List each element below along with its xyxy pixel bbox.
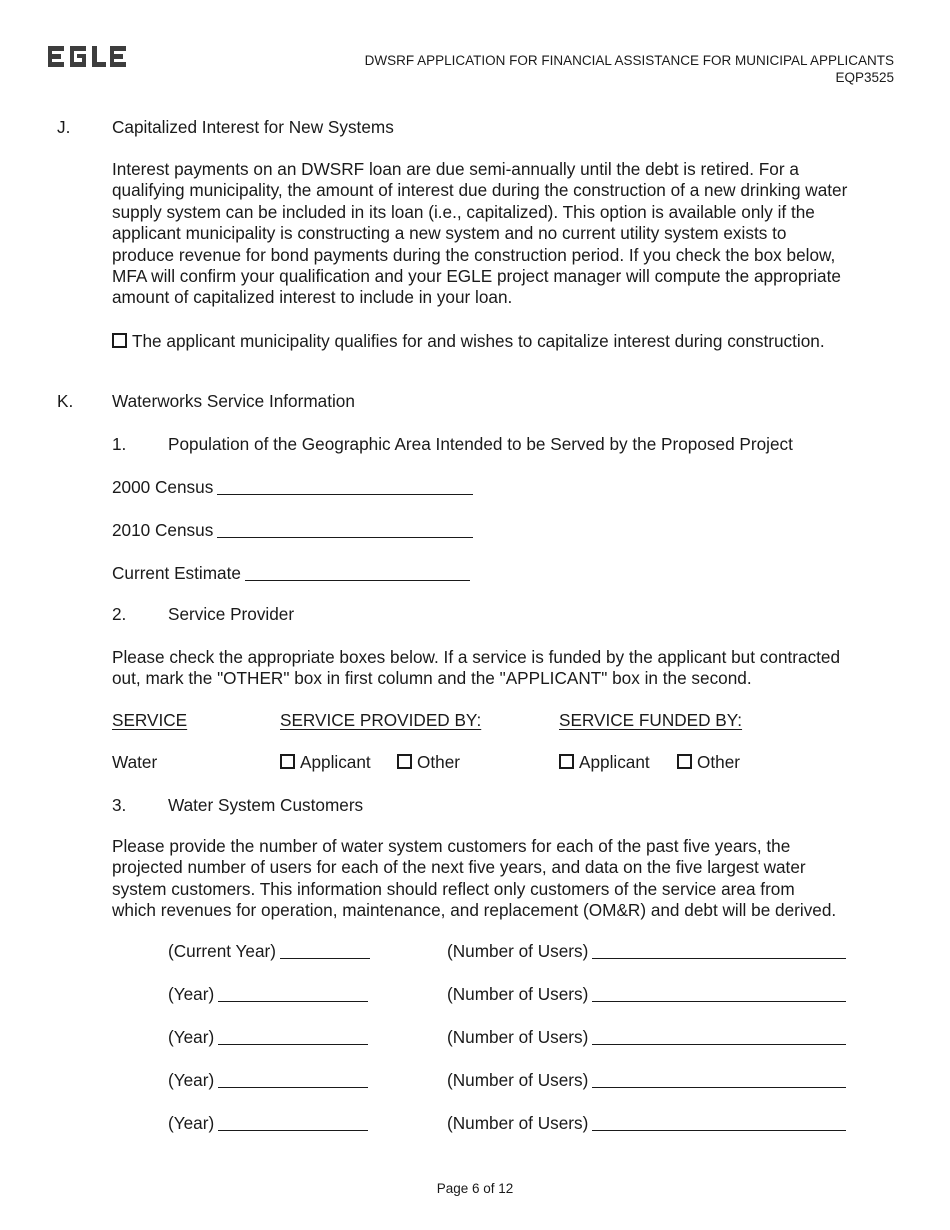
census-2000-row — [112, 477, 473, 499]
funded-by-applicant-checkbox[interactable] — [559, 754, 574, 769]
funded-by-applicant-label: Applicant — [579, 752, 650, 772]
users-field[interactable] — [592, 986, 846, 1002]
col-provided-by-header: SERVICE PROVIDED BY: — [280, 710, 482, 730]
year-label: (Year) — [168, 1027, 215, 1047]
paragraph-line: produce revenue for bond payments during the construction period. If you check the box below, — [112, 244, 836, 265]
provided-by-other-checkbox[interactable] — [397, 754, 412, 769]
paragraph-line: Interest payments on an DWSRF loan are due semi-annually until the debt is retired. For a — [112, 159, 799, 179]
customer-users-row — [447, 941, 846, 963]
customer-users-row — [447, 1027, 846, 1049]
paragraph-line: MFA will confirm your qualification and your EGLE project manager will compute the appropriate — [112, 266, 841, 287]
users-label: (Number of Users) — [447, 984, 589, 1004]
year-field[interactable] — [218, 986, 368, 1002]
item-2-number: 2. — [112, 604, 127, 624]
item-1-title: Population of the Geographic Area Intended to be Served by the Proposed Project — [168, 434, 793, 454]
capitalize-interest-checkbox[interactable] — [112, 333, 127, 348]
document-header — [365, 53, 894, 86]
provided-by-other-label: Other — [417, 752, 460, 772]
customer-users-row — [447, 1113, 846, 1135]
provided-by-applicant-label: Applicant — [300, 752, 371, 772]
section-j-paragraph — [112, 159, 912, 309]
capitalize-interest-option[interactable] — [112, 331, 825, 353]
form-number: EQP3525 — [835, 69, 894, 85]
users-field[interactable] — [592, 1115, 846, 1131]
year-field[interactable] — [218, 1029, 368, 1045]
item-3-number: 3. — [112, 795, 127, 815]
paragraph-line: amount of capitalized interest to include in your loan. — [112, 287, 513, 308]
form-title: DWSRF APPLICATION FOR FINANCIAL ASSISTANCE FOR MUNICIPAL APPLICANTS — [364, 53, 894, 68]
section-j-letter: J. — [57, 117, 71, 137]
section-j-title: Capitalized Interest for New Systems — [112, 117, 394, 137]
customer-year-row — [168, 1027, 368, 1049]
customer-year-row — [168, 1070, 368, 1092]
year-field[interactable] — [218, 1072, 368, 1088]
item-3-instructions — [112, 836, 912, 922]
funded-by-applicant-option[interactable] — [559, 752, 650, 774]
item-2-title: Service Provider — [168, 604, 295, 624]
current-estimate-field[interactable] — [245, 565, 470, 581]
service-water-label: Water — [112, 752, 158, 772]
page-number: Page 6 of 12 — [436, 1181, 514, 1196]
customer-year-row — [168, 941, 370, 963]
current-estimate-label: Current Estimate — [112, 563, 241, 583]
paragraph-line: qualifying municipality, the amount of interest due during the construction of a new drinking water — [112, 180, 848, 201]
census-2010-row — [112, 520, 473, 542]
egle-logo-mark — [48, 44, 128, 70]
capitalize-interest-label: The applicant municipality qualifies for and wishes to capitalize interest during construction. — [132, 331, 825, 351]
provided-by-other-option[interactable] — [397, 752, 460, 774]
instructions-line: out, mark the "OTHER" box in first column and the "APPLICANT" box in the second. — [112, 668, 752, 689]
provided-by-applicant-checkbox[interactable] — [280, 754, 295, 769]
current-estimate-row — [112, 563, 470, 585]
col-service-header: SERVICE — [112, 710, 188, 730]
year-field[interactable] — [280, 943, 370, 959]
customer-year-row — [168, 984, 368, 1006]
users-label: (Number of Users) — [447, 1070, 589, 1090]
instructions-line: Please provide the number of water system customers for each of the past five years, the — [112, 836, 791, 856]
egle-logo — [48, 44, 128, 75]
section-k-title: Waterworks Service Information — [112, 391, 355, 411]
funded-by-other-label: Other — [697, 752, 740, 772]
col-funded-by-header: SERVICE FUNDED BY: — [559, 710, 743, 730]
year-field[interactable] — [218, 1115, 368, 1131]
section-k-letter: K. — [57, 391, 74, 411]
customer-users-row — [447, 1070, 846, 1092]
census-2000-label: 2000 Census — [112, 477, 214, 497]
users-field[interactable] — [592, 943, 846, 959]
census-2010-field[interactable] — [217, 522, 473, 538]
census-2000-field[interactable] — [217, 479, 473, 495]
paragraph-line: applicant municipality is constructing a new system and no current utility system exists to — [112, 223, 787, 244]
instructions-line: Please check the appropriate boxes below. If a service is funded by the applicant but contracted — [112, 647, 841, 667]
funded-by-other-checkbox[interactable] — [677, 754, 692, 769]
funded-by-other-option[interactable] — [677, 752, 740, 774]
instructions-line: system customers. This information should reflect only customers of the service area from — [112, 878, 795, 899]
users-label: (Number of Users) — [447, 1113, 589, 1133]
provided-by-applicant-option[interactable] — [280, 752, 371, 774]
instructions-line: projected number of users for each of the next five years, and data on the five largest water — [112, 857, 806, 878]
year-label: (Year) — [168, 984, 215, 1004]
census-2010-label: 2010 Census — [112, 520, 214, 540]
year-label: (Year) — [168, 1070, 215, 1090]
users-field[interactable] — [592, 1029, 846, 1045]
customer-year-row — [168, 1113, 368, 1135]
users-label: (Number of Users) — [447, 1027, 589, 1047]
customer-users-row — [447, 984, 846, 1006]
instructions-line: which revenues for operation, maintenance, and replacement (OM&R) and debt will be derived. — [112, 900, 837, 921]
users-label: (Number of Users) — [447, 941, 589, 961]
year-label: (Year) — [168, 1113, 215, 1133]
item-3-title: Water System Customers — [168, 795, 364, 815]
item-2-instructions — [112, 647, 912, 690]
users-field[interactable] — [592, 1072, 846, 1088]
item-1-number: 1. — [112, 434, 127, 454]
paragraph-line: supply system can be included in its loan (i.e., capitalized). This option is available only if the — [112, 201, 815, 222]
year-label: (Current Year) — [168, 941, 276, 961]
